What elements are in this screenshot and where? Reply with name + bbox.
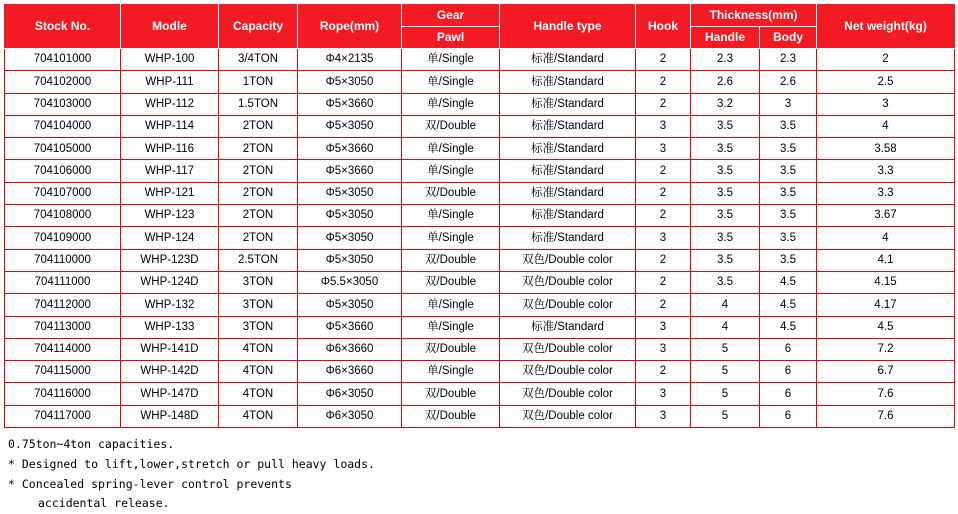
cell-capacity: 3/4TON [219, 49, 298, 71]
cell-capacity: 3TON [219, 271, 298, 293]
table-body [5, 49, 955, 428]
cell-rope: Φ5×3050 [298, 182, 402, 204]
cell-modle: WHP-100 [121, 49, 219, 71]
cell-rope: Φ5×3660 [298, 160, 402, 182]
cell-hook: 2 [636, 93, 691, 115]
cell-thickness-handle: 3.5 [691, 271, 760, 293]
cell-stock-no: 704107000 [5, 182, 121, 204]
cell-thickness-handle: 3.5 [691, 115, 760, 137]
cell-thickness-body: 3.5 [760, 227, 817, 249]
cell-hook: 2 [636, 294, 691, 316]
cell-modle: WHP-141D [121, 338, 219, 360]
cell-modle: WHP-117 [121, 160, 219, 182]
cell-handle-type: 标准/Standard [500, 182, 636, 204]
col-header-modle: Modle [121, 5, 219, 49]
cell-modle: WHP-124D [121, 271, 219, 293]
note-line-2: * Designed to lift,lower,stretch or pull heavy loads. [8, 456, 375, 471]
cell-thickness-body: 4.5 [760, 271, 817, 293]
cell-rope: Φ5×3050 [298, 294, 402, 316]
cell-stock-no: 704105000 [5, 138, 121, 160]
cell-handle-type: 标准/Standard [500, 138, 636, 160]
notes-block [4, 435, 954, 514]
cell-stock-no: 704104000 [5, 115, 121, 137]
cell-hook: 2 [636, 361, 691, 383]
cell-modle: WHP-123 [121, 205, 219, 227]
cell-hook: 3 [636, 383, 691, 405]
cell-capacity: 2TON [219, 182, 298, 204]
cell-stock-no: 704112000 [5, 294, 121, 316]
cell-thickness-handle: 3.2 [691, 93, 760, 115]
cell-stock-no: 704114000 [5, 338, 121, 360]
cell-net-weight: 3.3 [817, 182, 955, 204]
cell-gear-pawl: 双/Double [402, 182, 500, 204]
cell-rope: Φ5×3660 [298, 316, 402, 338]
col-header-net-weight: Net weight(kg) [817, 5, 955, 49]
cell-stock-no: 704115000 [5, 361, 121, 383]
cell-gear-pawl: 单/Single [402, 361, 500, 383]
cell-capacity: 1TON [219, 71, 298, 93]
cell-thickness-handle: 3.5 [691, 205, 760, 227]
cell-handle-type: 标准/Standard [500, 49, 636, 71]
cell-rope: Φ6×3660 [298, 361, 402, 383]
cell-thickness-handle: 5 [691, 361, 760, 383]
col-header-pawl: Pawl [402, 27, 500, 49]
cell-gear-pawl: 双/Double [402, 338, 500, 360]
table-row [5, 294, 955, 316]
table-header [5, 5, 955, 49]
cell-thickness-handle: 2.6 [691, 71, 760, 93]
table-row [5, 405, 955, 427]
col-header-thickness: Thickness(mm) [691, 5, 817, 27]
cell-thickness-body: 6 [760, 405, 817, 427]
table-row [5, 49, 955, 71]
cell-rope: Φ6×3050 [298, 383, 402, 405]
cell-thickness-body: 4.5 [760, 294, 817, 316]
col-header-rope: Rope(mm) [298, 5, 402, 49]
cell-stock-no: 704108000 [5, 205, 121, 227]
cell-thickness-body: 3.5 [760, 160, 817, 182]
cell-thickness-handle: 3.5 [691, 160, 760, 182]
cell-capacity: 4TON [219, 338, 298, 360]
cell-modle: WHP-124 [121, 227, 219, 249]
cell-thickness-body: 6 [760, 383, 817, 405]
cell-capacity: 4TON [219, 405, 298, 427]
cell-thickness-handle: 3.5 [691, 249, 760, 271]
cell-hook: 2 [636, 271, 691, 293]
cell-thickness-body: 2.6 [760, 71, 817, 93]
specification-table [4, 4, 955, 428]
cell-gear-pawl: 单/Single [402, 160, 500, 182]
cell-modle: WHP-132 [121, 294, 219, 316]
cell-gear-pawl: 单/Single [402, 227, 500, 249]
cell-gear-pawl: 双/Double [402, 271, 500, 293]
cell-handle-type: 标准/Standard [500, 316, 636, 338]
cell-net-weight: 4.5 [817, 316, 955, 338]
cell-gear-pawl: 单/Single [402, 138, 500, 160]
cell-net-weight: 6.7 [817, 361, 955, 383]
cell-thickness-handle: 4 [691, 294, 760, 316]
cell-net-weight: 2.5 [817, 71, 955, 93]
cell-thickness-body: 6 [760, 361, 817, 383]
cell-thickness-body: 3.5 [760, 138, 817, 160]
cell-gear-pawl: 单/Single [402, 71, 500, 93]
table-row [5, 205, 955, 227]
cell-capacity: 4TON [219, 361, 298, 383]
table-row [5, 93, 955, 115]
cell-capacity: 2TON [219, 205, 298, 227]
cell-modle: WHP-148D [121, 405, 219, 427]
cell-thickness-body: 6 [760, 338, 817, 360]
col-header-gear: Gear [402, 5, 500, 27]
cell-stock-no: 704101000 [5, 49, 121, 71]
cell-gear-pawl: 单/Single [402, 93, 500, 115]
cell-gear-pawl: 单/Single [402, 294, 500, 316]
cell-capacity: 2TON [219, 138, 298, 160]
cell-modle: WHP-116 [121, 138, 219, 160]
cell-handle-type: 双色/Double color [500, 338, 636, 360]
cell-handle-type: 标准/Standard [500, 160, 636, 182]
cell-hook: 3 [636, 115, 691, 137]
cell-net-weight: 4.15 [817, 271, 955, 293]
table-row [5, 338, 955, 360]
cell-capacity: 2TON [219, 115, 298, 137]
cell-net-weight: 4 [817, 115, 955, 137]
cell-thickness-body: 3.5 [760, 182, 817, 204]
cell-thickness-handle: 4 [691, 316, 760, 338]
cell-gear-pawl: 单/Single [402, 49, 500, 71]
cell-rope: Φ5×3050 [298, 227, 402, 249]
cell-modle: WHP-111 [121, 71, 219, 93]
cell-rope: Φ5×3660 [298, 138, 402, 160]
cell-modle: WHP-112 [121, 93, 219, 115]
cell-hook: 2 [636, 49, 691, 71]
cell-net-weight: 3.67 [817, 205, 955, 227]
cell-gear-pawl: 单/Single [402, 205, 500, 227]
header-row-1 [5, 5, 955, 27]
cell-thickness-body: 3.5 [760, 205, 817, 227]
col-header-handle-type: Handle type [500, 5, 636, 49]
cell-stock-no: 704116000 [5, 383, 121, 405]
cell-net-weight: 7.6 [817, 405, 955, 427]
cell-handle-type: 双色/Double color [500, 383, 636, 405]
cell-thickness-body: 3 [760, 93, 817, 115]
table-row [5, 383, 955, 405]
cell-capacity: 4TON [219, 383, 298, 405]
table-row [5, 361, 955, 383]
cell-modle: WHP-142D [121, 361, 219, 383]
cell-rope: Φ5.5×3050 [298, 271, 402, 293]
table-row [5, 227, 955, 249]
cell-capacity: 3TON [219, 294, 298, 316]
cell-net-weight: 3 [817, 93, 955, 115]
cell-thickness-body: 2.3 [760, 49, 817, 71]
cell-net-weight: 7.6 [817, 383, 955, 405]
cell-stock-no: 704117000 [5, 405, 121, 427]
table-row [5, 249, 955, 271]
cell-thickness-handle: 3.5 [691, 182, 760, 204]
cell-rope: Φ5×3050 [298, 71, 402, 93]
cell-handle-type: 标准/Standard [500, 71, 636, 93]
cell-handle-type: 双色/Double color [500, 249, 636, 271]
cell-thickness-handle: 5 [691, 338, 760, 360]
cell-handle-type: 双色/Double color [500, 271, 636, 293]
cell-handle-type: 标准/Standard [500, 205, 636, 227]
table-row [5, 71, 955, 93]
cell-capacity: 2.5TON [219, 249, 298, 271]
cell-hook: 2 [636, 249, 691, 271]
cell-handle-type: 双色/Double color [500, 294, 636, 316]
cell-gear-pawl: 双/Double [402, 383, 500, 405]
col-header-capacity: Capacity [219, 5, 298, 49]
cell-hook: 3 [636, 338, 691, 360]
cell-handle-type: 标准/Standard [500, 227, 636, 249]
cell-gear-pawl: 单/Single [402, 316, 500, 338]
cell-net-weight: 3.3 [817, 160, 955, 182]
cell-thickness-handle: 5 [691, 383, 760, 405]
cell-rope: Φ6×3660 [298, 338, 402, 360]
cell-gear-pawl: 双/Double [402, 115, 500, 137]
cell-thickness-handle: 5 [691, 405, 760, 427]
cell-hook: 2 [636, 182, 691, 204]
cell-rope: Φ5×3050 [298, 249, 402, 271]
cell-hook: 2 [636, 71, 691, 93]
cell-thickness-body: 3.5 [760, 249, 817, 271]
cell-rope: Φ5×3050 [298, 115, 402, 137]
col-header-thickness-handle: Handle [691, 27, 760, 49]
cell-thickness-body: 3.5 [760, 115, 817, 137]
cell-rope: Φ4×2135 [298, 49, 402, 71]
cell-rope: Φ6×3050 [298, 405, 402, 427]
cell-stock-no: 704102000 [5, 71, 121, 93]
note-line-4: accidental release. [38, 496, 170, 511]
cell-handle-type: 双色/Double color [500, 405, 636, 427]
cell-stock-no: 704106000 [5, 160, 121, 182]
cell-thickness-handle: 3.5 [691, 227, 760, 249]
cell-capacity: 1.5TON [219, 93, 298, 115]
cell-net-weight: 4.1 [817, 249, 955, 271]
cell-net-weight: 3.58 [817, 138, 955, 160]
cell-capacity: 2TON [219, 227, 298, 249]
cell-net-weight: 4 [817, 227, 955, 249]
cell-capacity: 2TON [219, 160, 298, 182]
cell-modle: WHP-121 [121, 182, 219, 204]
cell-stock-no: 704113000 [5, 316, 121, 338]
cell-thickness-body: 4.5 [760, 316, 817, 338]
cell-handle-type: 标准/Standard [500, 115, 636, 137]
note-line-3: * Concealed spring-lever control prevents [8, 476, 292, 491]
cell-gear-pawl: 双/Double [402, 249, 500, 271]
cell-hook: 3 [636, 316, 691, 338]
cell-modle: WHP-147D [121, 383, 219, 405]
cell-modle: WHP-123D [121, 249, 219, 271]
cell-thickness-handle: 2.3 [691, 49, 760, 71]
cell-hook: 3 [636, 138, 691, 160]
col-header-hook: Hook [636, 5, 691, 49]
cell-handle-type: 标准/Standard [500, 93, 636, 115]
table-row [5, 138, 955, 160]
cell-thickness-handle: 3.5 [691, 138, 760, 160]
cell-rope: Φ5×3050 [298, 205, 402, 227]
cell-hook: 2 [636, 205, 691, 227]
cell-net-weight: 4.17 [817, 294, 955, 316]
cell-modle: WHP-114 [121, 115, 219, 137]
table-row [5, 182, 955, 204]
col-header-stock-no: Stock No. [5, 5, 121, 49]
table-row [5, 160, 955, 182]
cell-hook: 3 [636, 227, 691, 249]
table-row [5, 316, 955, 338]
cell-net-weight: 2 [817, 49, 955, 71]
col-header-thickness-body: Body [760, 27, 817, 49]
cell-handle-type: 双色/Double color [500, 361, 636, 383]
cell-stock-no: 704103000 [5, 93, 121, 115]
table-row [5, 271, 955, 293]
cell-hook: 3 [636, 405, 691, 427]
table-row [5, 115, 955, 137]
cell-stock-no: 704111000 [5, 271, 121, 293]
cell-stock-no: 704109000 [5, 227, 121, 249]
cell-capacity: 3TON [219, 316, 298, 338]
cell-modle: WHP-133 [121, 316, 219, 338]
cell-net-weight: 7.2 [817, 338, 955, 360]
cell-gear-pawl: 双/Double [402, 405, 500, 427]
cell-hook: 2 [636, 160, 691, 182]
cell-rope: Φ5×3660 [298, 93, 402, 115]
note-line-1: 0.75ton~4ton capacities. [8, 437, 175, 452]
cell-stock-no: 704110000 [5, 249, 121, 271]
